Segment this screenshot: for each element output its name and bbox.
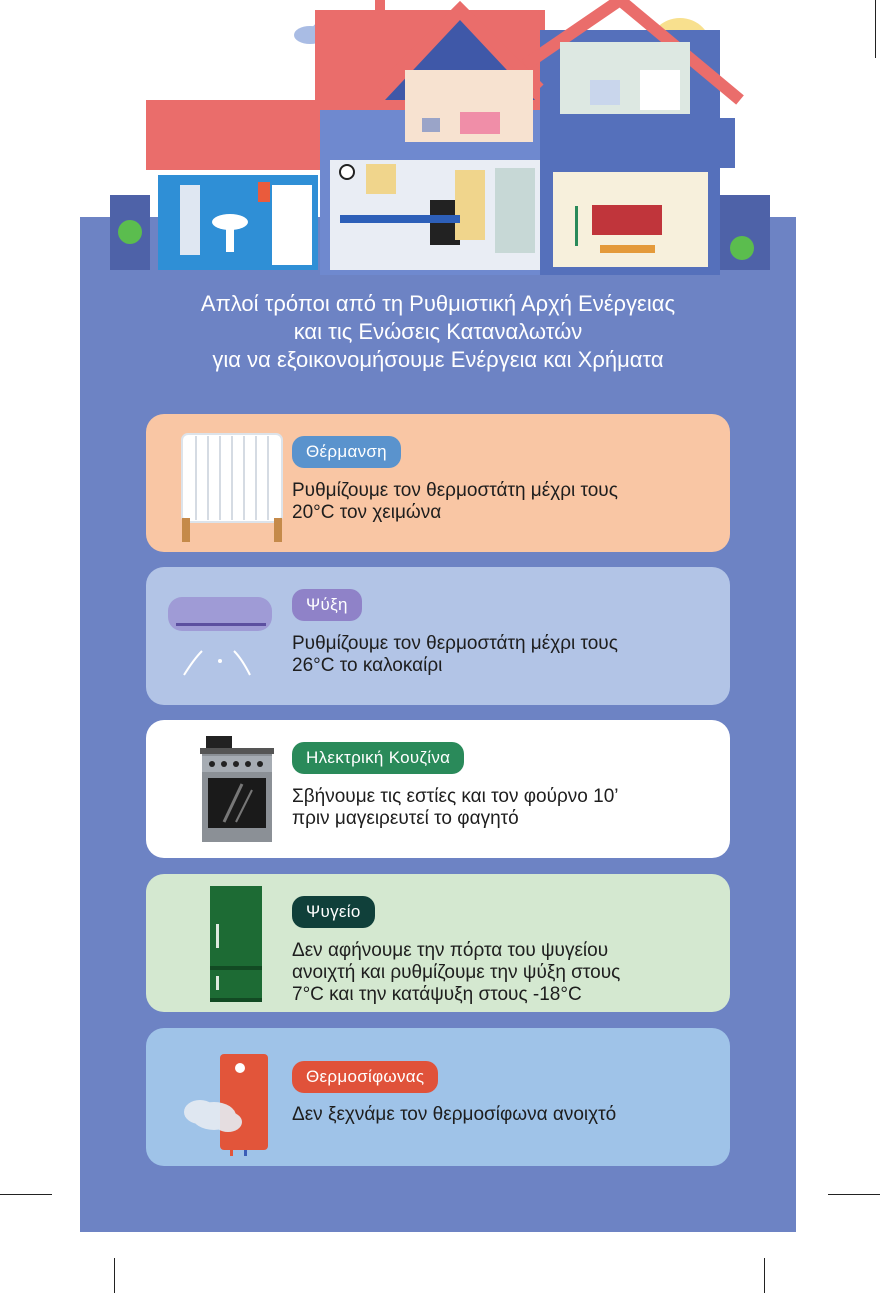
tip-line: Δεν ξεχνάμε τον θερμοσίφωνα ανοιχτό (292, 1104, 617, 1125)
crop-mark-left (0, 1194, 52, 1195)
tip-description (292, 633, 712, 677)
tree-icon (118, 220, 142, 244)
tip-card-cooling (146, 567, 730, 705)
page-title (80, 290, 796, 374)
tip-line: Δεν αφήνουμε την πόρτα του ψυγείου (292, 940, 609, 961)
tip-label: Θερμοσίφωνας (292, 1061, 438, 1093)
radiator-icon (164, 426, 284, 542)
tip-line: Σβήνουμε τις εστίες και τον φούρνο 10’ (292, 786, 619, 807)
house-illustration (100, 0, 780, 275)
tip-card-water-heater (146, 1028, 730, 1166)
tip-label: Ψυγείο (292, 896, 375, 928)
water-heater-icon (164, 1040, 284, 1156)
crop-mark-top-right (875, 0, 876, 58)
title-line: και τις Ενώσεις Καταναλωτών (293, 319, 583, 344)
electric-stove-icon (164, 732, 284, 848)
tip-line: πριν μαγειρευτεί το φαγητό (292, 808, 519, 829)
title-line: για να εξοικονομήσουμε Ενέργεια και Χρήματα (212, 347, 664, 372)
tip-line: Ρυθμίζουμε τον θερμοστάτη μέχρι τους (292, 633, 618, 654)
tip-label: Ηλεκτρική Κουζίνα (292, 742, 464, 774)
tip-line: 26°C το καλοκαίρι (292, 655, 443, 676)
tip-description (292, 786, 712, 830)
crop-mark-right (828, 1194, 880, 1195)
tip-line: 20°C τον χειμώνα (292, 502, 442, 523)
tip-label: Θέρμανση (292, 436, 401, 468)
refrigerator-icon (164, 886, 284, 1002)
tip-line: Ρυθμίζουμε τον θερμοστάτη μέχρι τους (292, 480, 618, 501)
tip-line: 7°C και την κατάψυξη στους -18°C (292, 984, 582, 1005)
tip-description (292, 940, 712, 1006)
tip-line: ανοιχτή και ρυθμίζουμε την ψύξη στους (292, 962, 621, 983)
crop-mark-bottom-left (114, 1258, 115, 1293)
tip-card-refrigerator (146, 874, 730, 1012)
tip-description (292, 480, 712, 524)
tip-label: Ψύξη (292, 589, 362, 621)
crop-mark-bottom-right (764, 1258, 765, 1293)
tip-card-heating (146, 414, 730, 552)
tip-card-electric-stove (146, 720, 730, 858)
tree-icon (730, 236, 754, 260)
title-line: Απλοί τρόποι από τη Ρυθμιστική Αρχή Ενέργειας (200, 291, 676, 316)
air-conditioner-icon (164, 579, 284, 695)
tip-description (292, 1104, 712, 1126)
